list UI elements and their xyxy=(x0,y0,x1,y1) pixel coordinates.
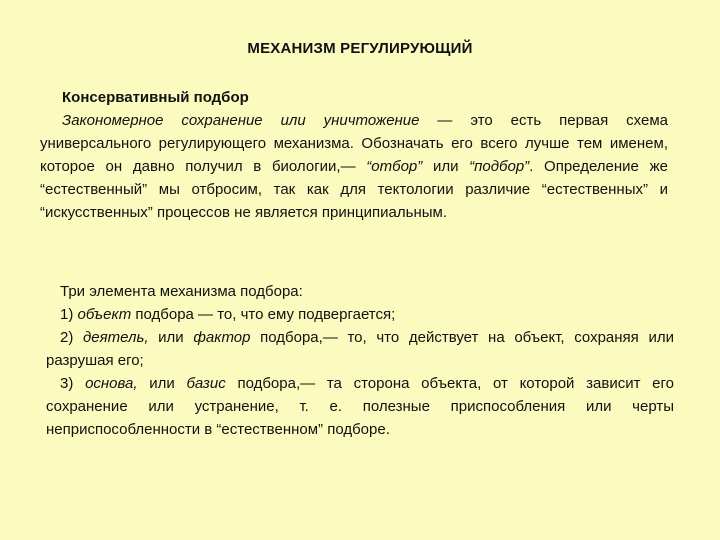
list-item xyxy=(46,303,674,326)
italic-term: “подбор” xyxy=(469,158,530,175)
italic-term: деятель, xyxy=(83,329,149,346)
item-text: подбора,— то, что действует на объект, сохраняя или разрушая его; xyxy=(46,329,674,369)
section-conservative-selection xyxy=(40,86,668,224)
list-item xyxy=(46,326,674,372)
list-item xyxy=(46,372,674,441)
paragraph-text: — это есть первая схема универсального регулирующего механизма. Обозначать его всего лучше тем именем, которое он давно получил в биологии,— xyxy=(40,112,668,175)
definition-paragraph xyxy=(40,109,668,224)
italic-term: объект xyxy=(77,306,132,323)
paragraph-text: или xyxy=(422,158,470,175)
list-intro: Три элемента механизма подбора: xyxy=(60,283,303,300)
item-number: 2) xyxy=(60,329,83,346)
item-text: подбора,— та сторона объекта, от которой зависит его сохранение или устранение, т. е. полезные приспособления или черты неприспособленности в “естественном” подборе. xyxy=(46,375,674,438)
italic-term: базис xyxy=(186,375,226,392)
italic-term: “отбор” xyxy=(366,158,423,175)
slide-title: МЕХАНИЗМ РЕГУЛИРУЮЩИЙ xyxy=(247,40,473,57)
italic-term: основа, xyxy=(85,375,138,392)
italic-term: фактор xyxy=(193,329,251,346)
item-text: подбора — то, что ему подвергается; xyxy=(131,306,396,323)
section-heading: Консервативный подбор xyxy=(62,89,249,106)
section-selection-elements xyxy=(46,280,674,441)
italic-term: Закономерное сохранение или уничтожение xyxy=(62,112,420,129)
item-text: или xyxy=(148,329,194,346)
item-number: 3) xyxy=(60,375,86,392)
paragraph-text: . Определение же “естественный” мы отбросим, так как для тектологии различие “естественных” и “искусственных” процессов не является принципиальным. xyxy=(40,158,668,221)
item-text: или xyxy=(137,375,187,392)
item-number: 1) xyxy=(60,306,78,323)
